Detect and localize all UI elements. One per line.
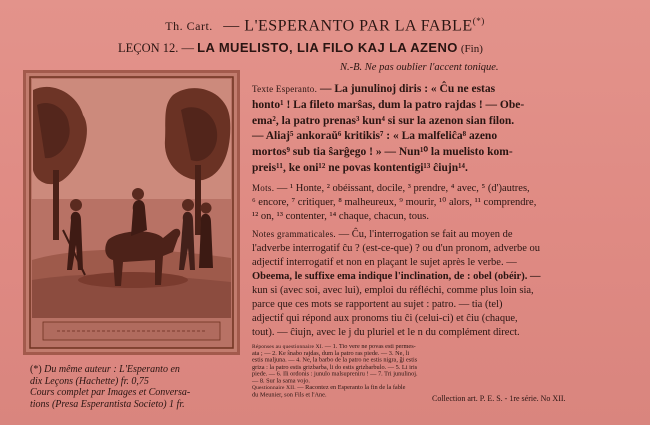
publication-note xyxy=(30,364,260,410)
lesson-number: LEÇON 12. xyxy=(118,41,179,55)
text-line-5: mortos⁹ sub tia ŝarĝego ! » — Nun¹⁰ la muelisto kom- xyxy=(252,146,513,159)
collection-colophon: Collection art. P. E. S. - 1re série. No XII. xyxy=(432,394,566,403)
text-line-1: Texte Esperanto. — La junulinoj diris : « Ĉu ne estas xyxy=(252,83,496,95)
series-title: L'ESPERANTO PAR LA FABLE xyxy=(244,17,473,35)
questionnaire-line-2: du Meunier, son Fils et l'Ane. xyxy=(252,391,327,398)
note-mark: (*) xyxy=(30,364,42,375)
reponses-line-5: piede. — 6. Ili ordonis : junulo malsupreniru ! — 7. Tri junulinoj. xyxy=(252,370,418,378)
reponses-line-2: ata ; — 2. Ke ŝnabo rajdas, dum la patro ras piede. — 3. Ne, li xyxy=(252,349,410,357)
notes-line-1: Notes grammaticales. — Ĉu, l'interrogation se fait au moyen de xyxy=(252,229,513,240)
lesson-fin: (Fin) xyxy=(460,43,483,55)
reponses-line-1: Réponses au questionnaire XI. — 1. Tio vere ne povas esti permes- xyxy=(252,343,416,350)
notes-line-3: adjectif interrogatif et non en plaçant le sujet après le verbe. — xyxy=(252,257,517,268)
mots-line-3: ¹² on, ¹³ contenter, ¹⁴ chaque, chacun, tous. xyxy=(252,211,430,222)
reponses-line-6: — 8. Sur la sama vojo. xyxy=(252,377,310,385)
lesson-title: LA MUELISTO, LIA FILO KAJ LA AZENO xyxy=(197,40,458,55)
title-footnote-mark: (*) xyxy=(472,16,485,26)
notes-line-5: kun si (avec soi, avec lui), emploi du réfléchi, comme plus loin sia, xyxy=(252,285,534,296)
notes-label: Notes grammaticales. xyxy=(252,229,336,239)
card-header xyxy=(0,16,650,35)
mots-label: Mots. xyxy=(252,183,275,193)
notes-line-4: Obeema, le suffixe ema indique l'inclination, de : obel (obéir). — xyxy=(252,271,541,282)
text-line-4: — Aliaj⁵ ankoraŭ⁶ kritikis⁷ : « La malfeliĉa⁸ azeno xyxy=(252,130,498,143)
text-line-3: ema², la patro prenas³ kun⁴ si sur la azenon sian filon. xyxy=(252,114,515,127)
questionnaire-line-1 xyxy=(252,384,486,391)
text-label: Texte Esperanto. xyxy=(252,84,318,94)
vocabulary-section xyxy=(252,181,642,224)
note-line-2: dix Leçons (Hachette) fr. 0,75 xyxy=(30,375,149,387)
note-line-3: Cours complet par Images et Conversa- xyxy=(30,387,191,398)
reponses-line-4: griza : la patro estis grizbarba, li do estis grizbarbulo. — 5. Li iris xyxy=(252,363,418,371)
notes-line-7: adjectif qui répond aux pronoms tiu ĉi (celui-ci) et ĉiu (chaque, xyxy=(252,313,518,324)
note-line-4: tions (Presa Esperantista Societo) 1 fr. xyxy=(30,398,185,410)
questionnaire-text: — Racontez en Esperanto la fin de la fable xyxy=(295,384,406,391)
engraving-miller-son-donkey-icon xyxy=(23,70,240,355)
engraving-illustration xyxy=(23,70,240,355)
mots-line-1: Mots. — ¹ Honte, ² obéissant, docile, ³ prendre, ⁴ avec, ⁵ (d')autres, xyxy=(252,183,530,194)
reponses-label: Réponses au questionnaire XI. xyxy=(252,343,324,349)
note-line-1: Du même auteur : L'Esperanto en xyxy=(44,364,180,375)
notes-line-6: parce que ces mots se rapportent au sujet : patro. — tia (tel) xyxy=(252,299,503,310)
grammar-notes-section xyxy=(252,227,642,340)
mots-line-2: ⁶ encore, ⁷ critiquer, ⁸ malheureux, ⁹ mourir, ¹⁰ alors, ¹¹ comprendre, xyxy=(252,197,537,208)
answers-section xyxy=(252,343,486,398)
header-dash: — xyxy=(223,17,240,35)
notes-line-8: tout). — ĉiujn, avec le j du pluriel et le n du complément direct. xyxy=(252,327,520,338)
text-line-6: preis¹¹, ke oni¹² ne povas kontentigi¹³ ĉiujn¹⁴. xyxy=(252,161,468,174)
text-line-2: honto¹ ! La fileto marŝas, dum la patro rajdas ! — Obe- xyxy=(252,98,525,111)
author-name: Th. Cart. xyxy=(165,19,213,34)
reponses-line-3: estis maljuna. — 4. Ne, la barbo de la patro ne estis nigra, ĝi estis xyxy=(252,356,418,364)
nota-bene: N.-B. Ne pas oublier l'accent tonique. xyxy=(340,62,499,73)
lesson-line xyxy=(118,40,638,56)
esperanto-text-section xyxy=(252,82,642,177)
lesson-dash: — xyxy=(181,41,195,55)
notes-line-2: l'adverbe interrogatif ĉu ? (est-ce-que) ? ou d'un pronom, adverbe ou xyxy=(252,243,541,254)
questionnaire-label: Questionnaire XII. xyxy=(252,384,296,391)
